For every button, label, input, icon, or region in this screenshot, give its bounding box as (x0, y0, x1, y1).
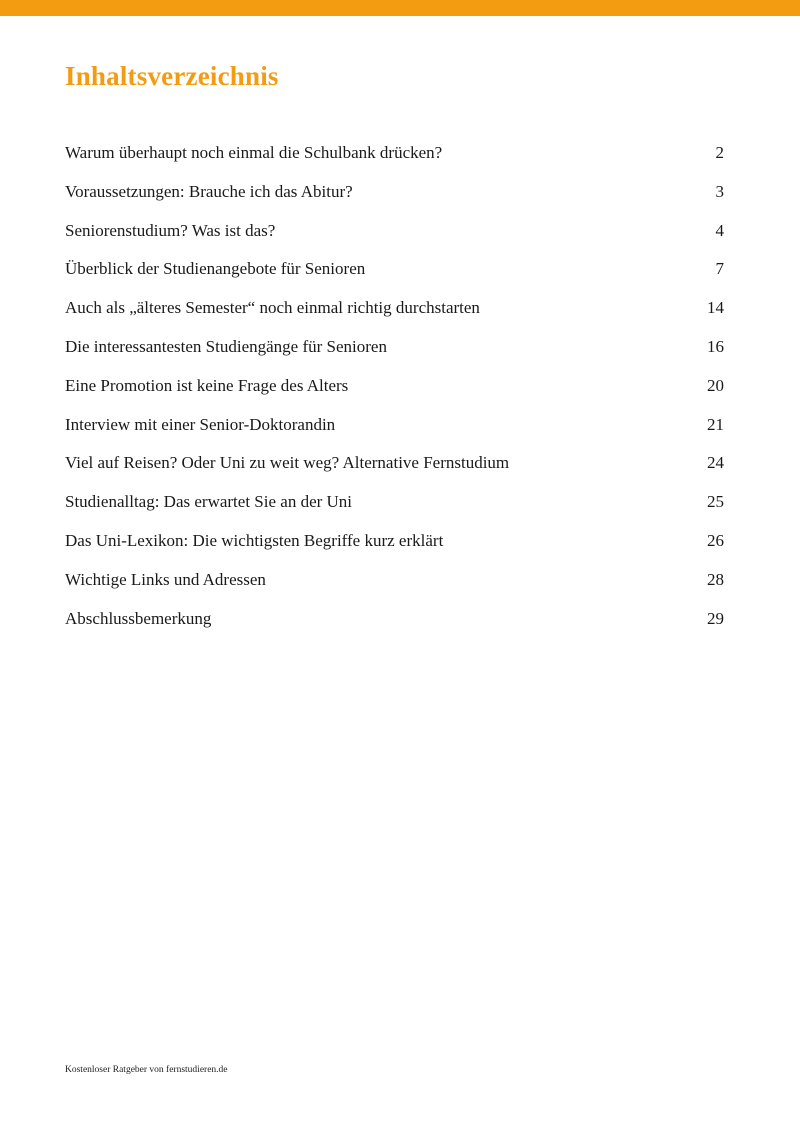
toc-entry-title: Überblick der Studienangebote für Senioren (65, 259, 366, 279)
toc-entry-title: Abschlussbemerkung (65, 608, 212, 628)
toc-entry-page-number: 24 (707, 453, 724, 473)
toc-entry[interactable] (65, 289, 724, 328)
toc-entry-title: Warum überhaupt noch einmal die Schulbank drücken? (65, 143, 443, 162)
toc-entry-page-number: 28 (707, 569, 724, 589)
toc-entry-title: Interview mit einer Senior-Doktorandin (65, 414, 336, 434)
toc-entry-page-number: 29 (707, 608, 724, 628)
toc-entry-title: Auch als „älteres Semester“ noch einmal richtig durchstarten (65, 298, 480, 318)
toc-entry-page-number: 14 (707, 298, 724, 318)
toc-entry-page-number: 26 (707, 530, 724, 550)
toc-entry-title: Wichtige Links und Adressen (65, 569, 266, 589)
toc-entry[interactable] (65, 328, 724, 367)
toc-entry-page-number: 4 (715, 220, 724, 240)
toc-entry-title: Studienalltag: Das erwartet Sie an der Uni (65, 492, 353, 512)
toc-entry[interactable] (65, 600, 724, 639)
toc-entry[interactable] (65, 134, 724, 173)
toc-entry-title: Das Uni-Lexikon: Die wichtigsten Begriffe kurz erklärt (65, 530, 444, 550)
toc-entry-page-number: 2 (715, 143, 724, 162)
toc-entry-page-number: 25 (707, 492, 724, 512)
toc-entry[interactable] (65, 522, 724, 561)
top-accent-bar (0, 0, 800, 16)
toc-entry-title: Seniorenstudium? Was ist das? (65, 220, 276, 240)
toc-entry[interactable] (65, 173, 724, 212)
toc-entry-page-number: 21 (707, 414, 724, 434)
toc-entry[interactable] (65, 250, 724, 289)
toc-entry-page-number: 7 (715, 259, 724, 279)
table-of-contents (65, 134, 724, 638)
toc-entry[interactable] (65, 561, 724, 600)
toc-entry-title: Eine Promotion ist keine Frage des Alters (65, 375, 349, 395)
toc-entry-title: Viel auf Reisen? Oder Uni zu weit weg? Alternative Fernstudium (65, 453, 510, 473)
page-title: Inhaltsverzeichnis (65, 61, 279, 91)
toc-entry-page-number: 16 (707, 336, 724, 356)
toc-entry[interactable] (65, 212, 724, 251)
footer-note: Kostenloser Ratgeber von fernstudieren.de (65, 1065, 228, 1075)
toc-entry[interactable] (65, 406, 724, 445)
toc-entry-page-number: 20 (707, 375, 724, 395)
toc-entry[interactable] (65, 483, 724, 522)
toc-entry[interactable] (65, 367, 724, 406)
toc-entry-title: Die interessantesten Studiengänge für Senioren (65, 336, 387, 356)
toc-entry[interactable] (65, 444, 724, 483)
toc-entry-page-number: 3 (715, 181, 724, 201)
toc-entry-title: Voraussetzungen: Brauche ich das Abitur? (65, 181, 353, 201)
